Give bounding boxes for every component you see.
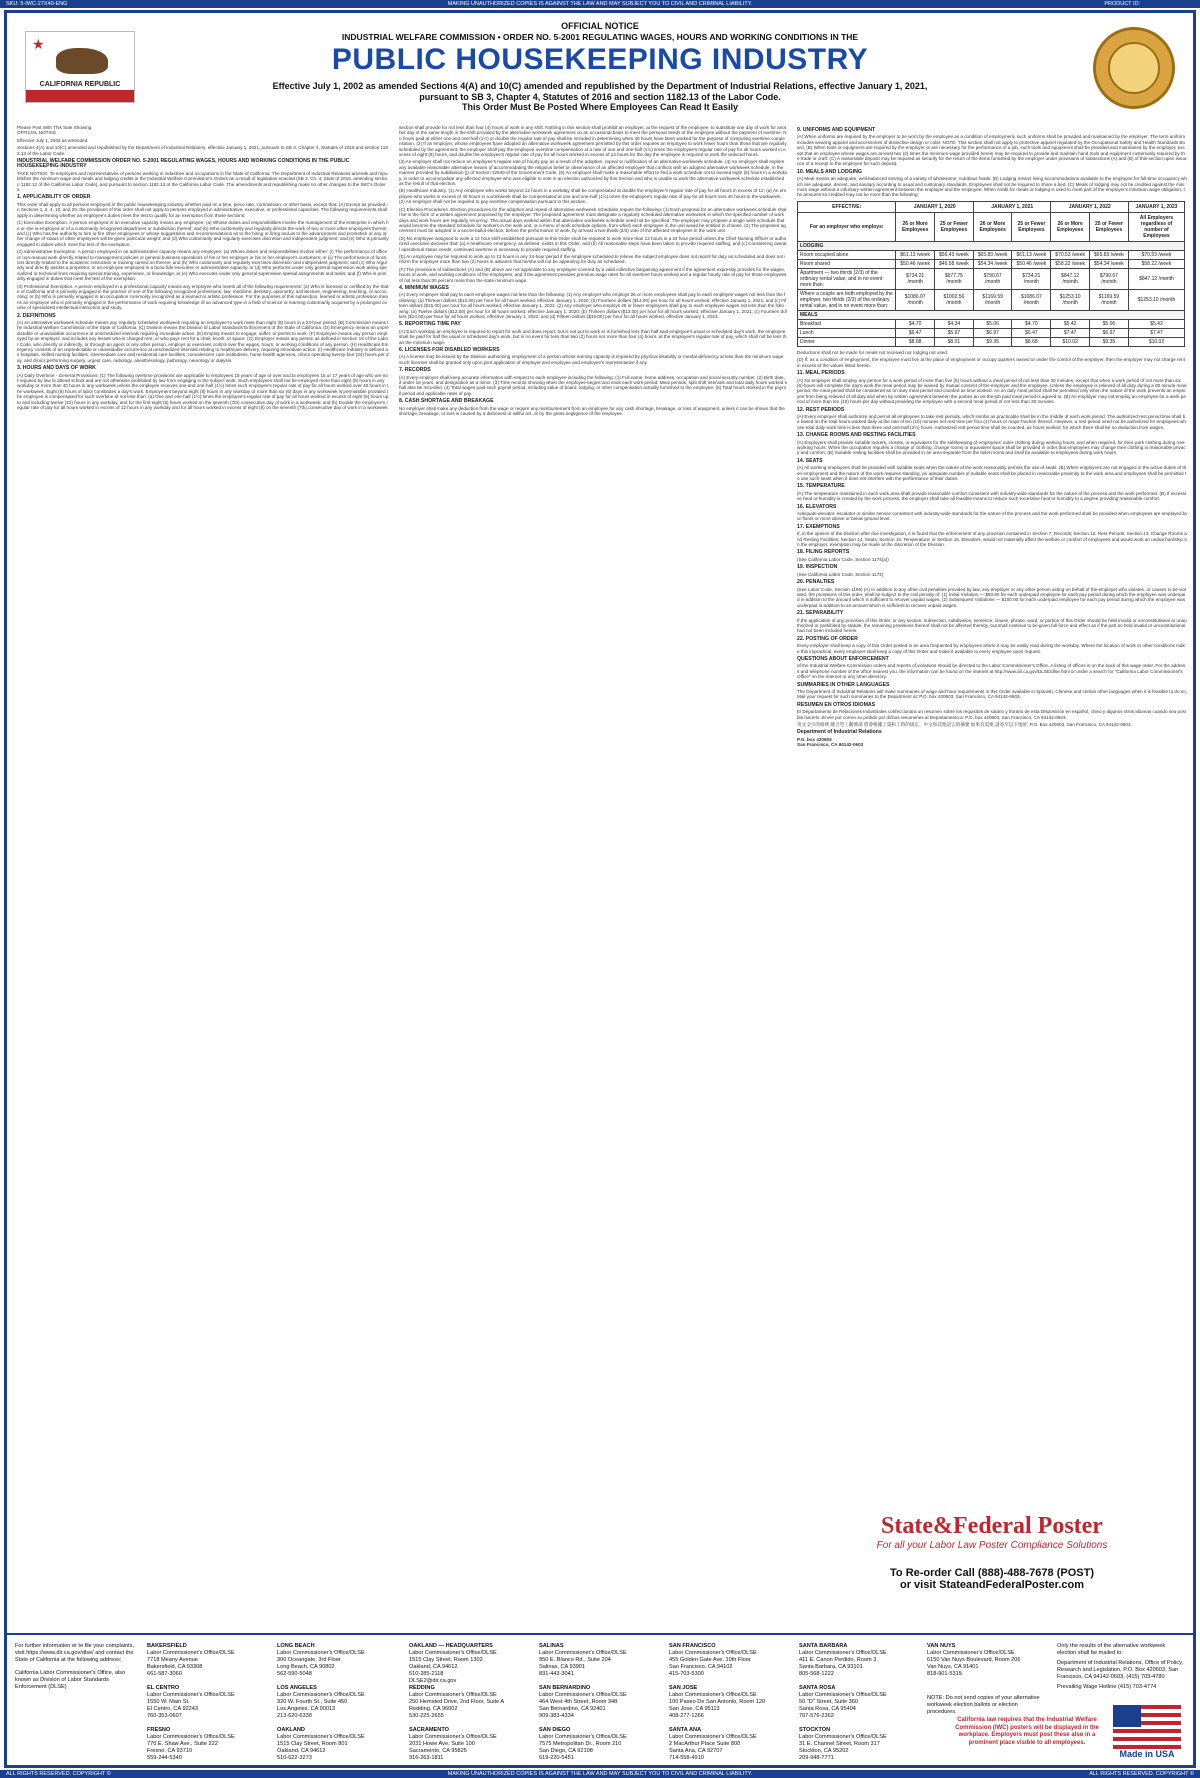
table-cell: $58.22 /week <box>1051 259 1089 268</box>
office-line: 770 E. Shaw Ave., Suite 222 <box>147 1741 218 1747</box>
office-line: 300 Oceangate, 3rd Floor <box>277 1657 341 1663</box>
office-line: Labor Commissioner's Office/DLSE <box>669 1692 757 1698</box>
office-line: 6150 Van Nuys Boulevard, Room 206 <box>927 1657 1021 1663</box>
office-line: Labor Commissioner's Office/DLSE <box>799 1734 887 1740</box>
table-cell: $61.13 /week <box>896 250 934 259</box>
brand-logo: State&Federal Poster <box>881 1513 1103 1539</box>
poster-header <box>7 13 1193 125</box>
posting-requirement-note: California law requires that the Industrial Welfare Commission (IWC) posters will be displayed in the workplace. Employers must post these also in a prominent place visible to all employees. <box>955 1717 1099 1746</box>
office-line: Labor Commissioner's Office/DLSE <box>927 1650 1015 1656</box>
office-entry <box>277 1681 402 1720</box>
office-line: Bakersfield, CA 93308 <box>147 1664 203 1670</box>
page-title: PUBLIC HOUSEKEEPING INDUSTRY <box>331 43 869 76</box>
table-section-label: MEALS <box>798 310 1185 319</box>
office-line: 510-622-3273 <box>277 1755 312 1761</box>
office-city: REDDING <box>409 1685 435 1691</box>
office-entry <box>669 1681 794 1720</box>
column-1: Please Post With This Side Showing OFFICIAL NOTICE Effective July 1, 2002 as amended Sections 4(A) and 10(C) amended and republished by the Department of Industrial Relations, effective January 1, 2021, pursuant to SB 3, Chapter 4, Statutes of 2016 and section 1182.13 of the Labor Code. INDUSTRIAL WELFARE COMMISSION ORDER NO. 5-2001 REGULATING WAGES, HOURS AND WORKING CONDITIONS IN THE PUBLIC HOUSEKEEPING INDUSTRY TAKE NOTICE: To employers and representatives of persons working in industries and occupations in the State of California: The Department of Industrial Relations amends and republishes the minimum wage and meals and lodging credits in the Industrial Welfare Commission's Orders as a result of legislation enacted (SB 3, Ch. 4, Stats of 2016, amending section 1182.12 of the California Labor Code), and pursuant to section 1182.13 of the California Labor Code. The amendments and republishing make no other changes to the IWC's Orders. 1. APPLICABILITY OF ORDER This order shall apply to all persons employed in the public housekeeping industry whether paid on a time, piece rate, commission, or other basis, except that: (A) Except as provided in Sections 1, 2, 4, 10, and 20, the provisions of this order shall not apply to persons employed in administrative, executive, or professional capacities. The following requirements shall apply in determining whether an employee's duties meet the test to qualify for an exemption from those sections: (1) Executive Exemption. A person employed in an executive capacity means any employee: (a) Whose duties and responsibilities involve the management of the enterprise in which he or she is employed or of a customarily recognized department or subdivision thereof; and (b) Who customarily and regularly directs the work of two or more other employees therein; and (c) Who has the authority to hire or fire other employees or whose suggestions and recommendations as to the hiring or firing and as to the advancement and promotion or any other change of status of other employees will be given particular weight; and (d) Who customarily and regularly exercises discretion and independent judgment; and (e) Who is primarily engaged in duties which meet the test of the exemption. (2) Administrative Exemption. A person employed in an administrative capacity means any employee: (a) Whose duties and responsibilities involve either: (i) The performance of office or non-manual work directly related to management policies or general business operations of his or her employer or his or her employer's customers; or (ii) The performance of functions directly related to the academic instruction or training carried on therein; and (b) Who customarily and regularly exercises discretion and independent judgment; and (c) Who regularly and directly assists a proprietor, or an employee employed in a bona fide executive or administrative capacity; or (d) Who performs under only general supervision work along specialized or technical lines requiring special training, experience, or knowledge; or (e) Who executes under only general supervision special assignments and tasks; and (f) Who is primarily engaged in duties that meet the test of the exemption. (3) Professional Exemption. A person employed in a professional capacity means any employee who meets all of the following requirements: (a) Who is licensed or certified by the State of California and is primarily engaged in the practice of one of the following recognized professions: law, medicine, dentistry, optometry, architecture, engineering, teaching, or accounting; or (b) Who is primarily engaged in an occupation commonly recognized as a learned or artistic profession. For the purposes of this subsection, learned or artistic profession means an employee who is primarily engaged in the performance of work requiring knowledge of an advanced type in a field of science or learning customarily acquired by a prolonged course of specialized intellectual instruction and study. 2. DEFINITIONS (A) An alternative workweek schedule means any regularly scheduled workweek requiring an employee to work more than eight (8) hours in a 24-hour period. (B) Commission means the Industrial Welfare Commission of the State of California. (C) Division means the Division of Labor Standards Enforcement of the State of California. (D) Emergency means an unpredictable or unavoidable occurrence at unscheduled intervals requiring immediate action. (E) Employ means to engage, suffer, or permit to work. (F) Employee means any person employed by an employer, and includes any lessee who is charged rent, or who pays rent for a chair, booth, or space. (G) Employer means any person as defined in Section 18 of the Labor Code, who directly or indirectly, or through an agent or any other person, employs or exercises control over the wages, hours, or working conditions of any person. (H) Healthcare Emergency consists of an unpredictable or unavoidable occurrence at unscheduled intervals relating to healthcare delivery, requiring immediate action. (I) Healthcare Industry is defined as hospitals, skilled nursing facilities, intermediate care and residential care facilities, convalescent care institutions, home health agencies, clinics operating twenty-four (24) hours per day, and clinics performing surgery, urgent care, radiology, anesthesiology, pathology, neurology or dialysis. 3. HOURS AND DAYS OF WORK (A) Daily Overtime - General Provisions. (1) The following overtime provisions are applicable to employees 18 years of age or over and to employees 16 or 17 years of age who are not required by law to attend school and are not otherwise prohibited by law from engaging in the subject work. Such employees shall not be employed more than eight (8) hours in any workday or more than 40 hours in any workweek unless the employee receives one and one-half (1½) times such employee's regular rate of pay for all hours worked over 40 hours in the workweek. Eight (8) hours of labor constitutes a day's work. Employment beyond eight (8) hours in any workday or more than six (6) days in any workweek is permissible provided the employee is compensated for such overtime at not less than: (a) One and one-half (1½) times the employee's regular rate of pay for all hours worked in excess of eight (8) hours up to and including twelve (12) hours in any workday, and for the first eight (8) hours worked on the seventh (7th) consecutive day of work in a workweek; and (b) Double the employee's regular rate of pay for all hours worked in excess of 12 hours in any workday and for all hours worked in excess of eight (8) on the seventh (7th) consecutive day of work in a workweek. <box>17 125 389 411</box>
table-cell: $10.02 <box>1128 337 1184 346</box>
table-cell: $65.83 /week <box>973 250 1011 259</box>
section-14-heading: 14. SEATS <box>797 457 823 464</box>
office-line: Labor Commissioner's Office/DLSE <box>409 1650 497 1656</box>
table-cell: $4.70 <box>1012 319 1051 328</box>
table-row <box>798 289 1185 310</box>
office-line: 411 E. Canon Perdido, Room 3 <box>799 1657 877 1663</box>
office-line: Santa Ana, CA 92707 <box>669 1748 723 1754</box>
office-line: 760-353-0607 <box>147 1713 182 1719</box>
office-line: Labor Commissioner's Office/DLSE <box>539 1650 627 1656</box>
state-seal-icon <box>1093 27 1175 109</box>
table-cell: $5.06 <box>973 319 1011 328</box>
section-1-heading: 1. APPLICABILITY OF ORDER <box>17 194 91 201</box>
table-cell: $70.53 /week <box>1051 250 1089 259</box>
section-16-heading: 16. ELEVATORS <box>797 503 837 510</box>
office-city: SALINAS <box>539 1643 564 1649</box>
section-22-heading: 22. POSTING OF ORDER <box>797 635 858 642</box>
table-cell: $50.46 /week <box>1012 259 1051 268</box>
row-label: Dinner <box>798 337 896 346</box>
table-cell: $5.97 <box>934 328 973 337</box>
table-cell: $65.83 /week <box>1089 250 1128 259</box>
table-cell: $5.06 <box>1089 319 1128 328</box>
table-subheader: All Employers regardless of number of Employees <box>1128 212 1184 241</box>
table-subheader: 26 or More Employees <box>973 212 1011 241</box>
office-line: Labor Commissioner's Office/DLSE <box>409 1692 497 1698</box>
effective-notice: Effective July 1, 2002 as amended Sections 4(A) and 10(C) amended and republished by the Department of Industrial Relations, effective January 1, 2021, pursuant to SB 3, Chapter 4, Statutes of 2016 and section 1182.13 of the Labor Code. This Order Must Be Posted Where Employees Can Read It Easily <box>272 81 928 112</box>
office-city: OAKLAND <box>277 1727 305 1733</box>
office-line: Labor Commissioner's Office/DLSE <box>669 1650 757 1656</box>
office-city: SAN JOSE <box>669 1685 698 1691</box>
row-label: Apartment — two thirds (2/3) of the ordinary rental value, and in no event more than: <box>798 268 896 289</box>
bottom-copyright-bar: ALL RIGHTS RESERVED. COPYRIGHT © MAKING UNAUTHORIZED COPIES IS AGAINST THE LAW AND MAY SUBJECT YOU TO CIVIL AND CRIMINAL LIABILITY. ALL RIGHTS RESERVED. COPYRIGHT © <box>0 1770 1200 1778</box>
section-13-heading: 13. CHANGE ROOMS AND RESTING FACILITIES <box>797 432 916 439</box>
table-cell: $734.21 /month <box>1012 268 1051 289</box>
office-city: SAN DIEGO <box>539 1727 571 1733</box>
office-entry <box>669 1723 794 1762</box>
office-line: Santa Rosa, CA 95404 <box>799 1706 856 1712</box>
usa-flag-icon <box>1113 1705 1181 1763</box>
table-cell: $790.67 /month <box>1089 268 1128 289</box>
office-city: SAN FRANCISCO <box>669 1643 716 1649</box>
section-15-heading: 15. TEMPERATURE <box>797 483 845 490</box>
table-cell: $677.75 /month <box>934 268 973 289</box>
office-line: Santa Barbara, CA 93101 <box>799 1664 863 1670</box>
office-line: 1515 Clay Street, Room 801 <box>277 1741 348 1747</box>
row-label: Lunch <box>798 328 896 337</box>
office-line: Labor Commissioner's Office/DLSE <box>799 1692 887 1698</box>
office-entry <box>539 1681 664 1720</box>
office-line: Sacramento, CA 95825 <box>409 1748 467 1754</box>
table-cell: $5.42 <box>1128 319 1184 328</box>
table-cell: $4.70 <box>896 319 934 328</box>
office-line: Labor Commissioner's Office/DLSE <box>277 1692 365 1698</box>
office-line: Fresno, CA 93710 <box>147 1748 193 1754</box>
office-line: 559-244-5340 <box>147 1755 182 1761</box>
table-cell: $1253.10 /month <box>1051 289 1089 310</box>
office-line: Labor Commissioner's Office/DLSE <box>409 1734 497 1740</box>
office-line: Labor Commissioner's Office/DLSE <box>147 1650 235 1656</box>
section-5-heading: 5. REPORTING TIME PAY <box>399 321 461 328</box>
office-entry <box>409 1723 534 1762</box>
table-cell: $1169.59 /month <box>973 289 1011 310</box>
office-line: 250 Hemsted Drive, 2nd Floor, Suite A <box>409 1699 505 1705</box>
section-3-heading: 3. HOURS AND DAYS OF WORK <box>17 365 96 372</box>
table-cell: $6.97 <box>1089 328 1128 337</box>
row-label: Room occupied alone <box>798 250 896 259</box>
office-line: San Jose, CA 95113 <box>669 1706 720 1712</box>
office-line: 31 E. Channel Street, Room 317 <box>799 1741 880 1747</box>
office-entry <box>927 1639 1052 1678</box>
office-line: Labor Commissioner's Office/DLSE <box>277 1734 365 1740</box>
section-18-heading: 18. FILING REPORTS <box>797 549 850 556</box>
order-subtitle: INDUSTRIAL WELFARE COMMISSION • ORDER NO. 5-2001 REGULATING WAGES, HOURS AND WORKING CONDITIONS IN THE <box>341 32 859 42</box>
brand-tagline: For all your Labor Law Poster Compliance Solutions <box>876 1540 1108 1551</box>
footer-info: For further information or to file your complaints, visit https://www.dir.ca.gov/dlse/ and contact the State of California at the following address: <box>15 1643 135 1663</box>
table-cell: $7.47 <box>1051 328 1089 337</box>
office-entry <box>799 1639 924 1678</box>
table-row <box>798 328 1185 337</box>
table-cell: $847.12 /month <box>1051 268 1089 289</box>
office-city: LONG BEACH <box>277 1643 315 1649</box>
section-2-heading: 2. DEFINITIONS <box>17 312 56 319</box>
office-line: El Centro, CA 92243 <box>147 1706 198 1712</box>
office-city: EL CENTRO <box>147 1685 180 1691</box>
office-line: 707-576-2362 <box>799 1713 834 1719</box>
office-line: DLSE2@dir.ca.gov <box>409 1678 457 1684</box>
row-label: Where a couple are both employed by the employer, two thirds (2/3) of the ordinary rental value, and in no event more than: <box>798 289 896 310</box>
promo-block <box>797 1513 1187 1591</box>
table-subheader: For an employer who employs: <box>798 212 896 241</box>
office-line: 562-590-5048 <box>277 1671 312 1677</box>
table-cell: $9.35 <box>1089 337 1128 346</box>
office-entry <box>799 1723 924 1762</box>
office-line: San Bernardino, CA 92401 <box>539 1706 606 1712</box>
section-6-heading: 6. LICENSES FOR DISABLED WORKERS <box>399 347 500 354</box>
office-line: 714-558-4910 <box>669 1755 704 1761</box>
table-section-label: LODGING <box>798 241 1185 250</box>
table-cell: $847.12 /month <box>1128 268 1184 289</box>
office-line: 408-277-1266 <box>669 1713 704 1719</box>
section-20-heading: 20. PENALTIES <box>797 579 835 586</box>
office-line: 818-901-5315 <box>927 1671 962 1677</box>
office-line: 2 MacArthur Place Suite 800 <box>669 1741 741 1747</box>
table-cell: $8.68 <box>1012 337 1051 346</box>
table-cell: $8.01 <box>934 337 973 346</box>
table-row <box>798 250 1185 259</box>
footer-info-dlse: California Labor Commissioner's Office, also known as Division of Labor Standards Enforcement (DLSE) <box>15 1670 126 1690</box>
table-cell: $1086.07 /month <box>896 289 934 310</box>
copyright-warning: MAKING UNAUTHORIZED COPIES IS AGAINST THE LAW AND MAY SUBJECT YOU TO CIVIL AND CRIMINAL LIABILITY. <box>447 1 753 7</box>
table-cell: $5.42 <box>1051 319 1089 328</box>
office-city: SAN BERNARDINO <box>539 1685 591 1691</box>
table-subheader: 25 or Fewer Employees <box>934 212 973 241</box>
table-cell: $46.58 /week <box>934 259 973 268</box>
office-entry <box>147 1681 272 1720</box>
table-subheader: 26 or More Employees <box>1051 212 1089 241</box>
office-line: 7575 Metropolitan Dr., Room 210 <box>539 1741 622 1747</box>
office-line: 510-285-2118 <box>409 1671 444 1677</box>
section-8-heading: 8. CASH SHORTAGE AND BREAKAGE <box>399 398 494 405</box>
office-line: 50 "D" Street, Suite 360 <box>799 1699 859 1705</box>
table-row <box>798 319 1185 328</box>
section-10-heading: 10. MEALS AND LODGING <box>797 168 862 175</box>
office-line: 209-948-7771 <box>799 1755 834 1761</box>
sku-label: SKU: 5-IWC-27X40-ENG <box>6 1 68 7</box>
table-cell: $56.43 /week <box>934 250 973 259</box>
top-copyright-bar <box>0 0 1200 8</box>
section-11-heading: 11. MEAL PERIODS <box>797 370 845 377</box>
office-line: 1515 Clay Street, Room 1302 <box>409 1657 483 1663</box>
flag-label: CALIFORNIA REPUBLIC <box>39 81 121 88</box>
office-line: 455 Golden Gate Ave. 10th Floor <box>669 1657 751 1663</box>
table-cell: $70.53 /week <box>1128 250 1184 259</box>
column-2: section shall provide for not less than four (4) hours of work in any shift. Nothing in this section shall prohibit an employer, at the request of the employee, to substitute one day of work for another day of the same length in the shift provided by the alternative workweek agreement on an occasional basis to meet the personal needs of the employee without the payment of overtime. No hours paid at either one and one-half (1½) or double the regular rate of pay shall be included in determining when 40 hours have been worked for the purpose of computing overtime compensation. (2) If an employer, whose employees have adopted an alternative workweek agreement permitted by this order requires an employee to work fewer hours than those that are regularly scheduled by the agreement, the employer shall pay the employee overtime compensation at a rate of one and one-half (1½) times the employee's regular rate of pay for all hours worked in excess of eight (8) hours, and double the employee's regular rate of pay for all hours worked in excess of 12 hours for the day the employee is required to work the reduced hours. (3) An employer shall not reduce an employee's regular rate of hourly pay as a result of the adoption, repeal or nullification of an alternative workweek schedule. (4) An employer shall explore any available reasonable alternative means of accommodating the religious belief or observance of an affected employee that conflicts with an adopted alternative workweek schedule, in the manner provided by subdivision (j) of Section 12940 of the Government Code. (5) An employer shall make a reasonable effort to find a work schedule not to exceed eight (8) hours in a workday, in order to accommodate any affected employee who was eligible to vote in an election authorized by this Section and who is unable to work the alternative workweek schedule established as the result of that election. (B) Healthcare Industry. (1) Any employee who works beyond 12 hours in a workday shall be compensated at double the employee's regular rate of pay for all hours in excess of 12; (a) An employee who works in excess of 40 hours in a workweek shall be compensated at one and one-half (1½) times the employee's regular rate of pay for all hours over 40 hours in the workweek. (2) An employer shall not be required to pay overtime compensation pursuant to this section. (C) Election Procedures. Election procedures for the adoption and repeal of alternative workweek schedules require the following: (1) Each proposal for an alternative workweek schedule shall be in the form of a written agreement proposed by the employer. The proposed agreement must designate a regularly scheduled alternative workweek in which the specified number of work days and work hours are regularly recurring. The actual days worked within that alternative workweek schedule need not be specified. The employer may propose a single work schedule that would become the standard schedule for workers in the work unit, or a menu of work schedule options, from which each employee in the unit would be entitled to choose. (2) The proposed agreement must be adopted in a secret ballot election, before the performance of work, by at least a two-thirds (2/3) vote of the affected employees in the work unit. (D) No employee assigned to work a 12 hour shift established pursuant to this Order shall be required to work more than 12 hours in a 24 hour period unless the Chief Nursing Officer or authorized executive declares that: (a) A healthcare emergency, as defined, exists in this Order, and (b) All reasonable steps have been taken to provide required staffing, and (c) Considering overall operational status needs, continued overtime is necessary to provide required staffing. (E) An employee may be required to work up to 13 hours in any 24-hour period if the employee scheduled to relieve the subject employee does not report for duty as scheduled and does not inform the employer more than two (2) hours in advance that he/she will not be appearing for duty as scheduled. (F) The provisions of subsections (A) and (B) above are not applicable to any employee covered by a valid collective bargaining agreement if the agreement expressly provides for the wages, hours of work, and working conditions of the employees, and if the agreement provides premium wage rates for all overtime hours worked and a regular hourly rate of pay for those employees of not less than 30 percent more than the state minimum wage. 4. MINIMUM WAGES (A) Every employer shall pay to each employee wages not less than the following: (1) Any employer who employs 26 or more employees shall pay to each employee wages not less than the following: (a) Thirteen dollars ($13.00) per hour for all hours worked, effective January 1, 2020; (b) Fourteen dollars ($14.00) per hour for all hours worked, effective January 1, 2021; and (c) Fifteen dollars ($15.00) per hour for all hours worked, effective January 1, 2022. (2) Any employer who employs 25 or fewer employees shall pay to each employee wages not less than the following: (a) Twelve dollars ($12.00) per hour for all hours worked, effective January 1, 2020; (b) Thirteen dollars ($13.00) per hour for all hours worked, effective January 1, 2021; (c) Fourteen dollars ($14.00) per hour for all hours worked, effective January 1, 2022; and (d) Fifteen dollars ($15.00) per hour for all hours worked, effective January 1, 2023. 5. REPORTING TIME PAY (A) Each workday an employee is required to report for work and does report, but is not put to work or is furnished less than half said employee's usual or scheduled day's work, the employee shall be paid for half the usual or scheduled day's work, but in no event for less than two (2) hours nor more than four (4) hours, at the employee's regular rate of pay, which shall not be less than the minimum wage. 6. LICENSES FOR DISABLED WORKERS (A) A license may be issued by the Division authorizing employment of a person whose earning capacity is impaired by physical disability or mental deficiency at less than the minimum wage. Such licenses shall be granted only upon joint application of employer and employee and employee's representative if any. 7. RECORDS (A) Every employer shall keep accurate information with respect to each employee including the following: (1) Full name, home address, occupation and social security number. (2) Birth date, if under 18 years, and designation as a minor. (3) Time records showing when the employee begins and ends each work period. Meal periods, split shift intervals and total daily hours worked shall also be recorded. (4) Total wages paid each payroll period, including value of board, lodging, or other compensation actually furnished to the employee. (5) Total hours worked in the payroll period and applicable rates of pay. 8. CASH SHORTAGE AND BREAKAGE No employer shall make any deduction from the wage or require any reimbursement from an employee for any cash shortage, breakage, or loss of equipment, unless it can be shown that the shortage, breakage, or loss is caused by a dishonest or willful act, or by the gross negligence of the employee. <box>399 125 787 417</box>
office-line: 7718 Meany Avenue <box>147 1657 198 1663</box>
office-entry <box>669 1639 794 1678</box>
office-line: Labor Commissioner's Office/DLSE <box>669 1734 757 1740</box>
table-subheader: 26 or More Employees <box>896 212 934 241</box>
office-line: 950 E. Blanco Rd., Suite 204 <box>539 1657 611 1663</box>
office-entry <box>539 1639 664 1678</box>
office-line: 909-383-4334 <box>539 1713 574 1719</box>
office-entry <box>409 1639 534 1685</box>
office-line: 320 W. Fourth St., Suite 450 <box>277 1699 348 1705</box>
office-entry <box>277 1723 402 1762</box>
office-city: BAKERSFIELD <box>147 1643 187 1649</box>
section-19-heading: 19. INSPECTION <box>797 564 838 571</box>
office-entry <box>147 1723 272 1762</box>
row-label: Room shared <box>798 259 896 268</box>
table-cell: $734.21 /month <box>896 268 934 289</box>
table-cell: $6.47 <box>1012 328 1051 337</box>
table-subheader: 25 or Fewer Employees <box>1012 212 1051 241</box>
office-line: 1550 W. Main St. <box>147 1699 190 1705</box>
table-cell: $1002.56 /month <box>934 289 973 310</box>
office-line: Stockton, CA 95202 <box>799 1748 849 1754</box>
office-line: Oakland, CA 94612 <box>277 1748 326 1754</box>
office-city: VAN NUYS <box>927 1643 956 1649</box>
table-cell: $9.35 <box>973 337 1011 346</box>
official-notice: OFFICIAL NOTICE <box>561 21 639 31</box>
office-line: Labor Commissioner's Office/DLSE <box>277 1650 365 1656</box>
office-line: Labor Commissioner's Office/DLSE <box>539 1734 627 1740</box>
section-9-heading: 9. UNIFORMS AND EQUIPMENT <box>797 127 876 133</box>
table-cell: $10.02 <box>1051 337 1089 346</box>
office-city: SANTA BARBARA <box>799 1643 848 1649</box>
table-cell: $6.47 <box>896 328 934 337</box>
table-cell: $50.46 /week <box>896 259 934 268</box>
office-city: SANTA ANA <box>669 1727 702 1733</box>
office-line: 213-620-6330 <box>277 1713 312 1719</box>
made-in-usa-label: Made in USA <box>1119 1749 1175 1759</box>
office-line: Redding, CA 96002 <box>409 1706 458 1712</box>
section-21-heading: 21. SEPARABILITY <box>797 610 844 617</box>
office-line: Labor Commissioner's Office/DLSE <box>147 1692 235 1698</box>
table-cell: $7.47 <box>1128 328 1184 337</box>
office-city: LOS ANGELES <box>277 1685 317 1691</box>
office-line: Los Angeles, CA 90013 <box>277 1706 336 1712</box>
table-cell: $4.34 <box>934 319 973 328</box>
section-17-heading: 17. EXEMPTIONS <box>797 523 840 530</box>
office-city: OAKLAND — HEADQUARTERS <box>409 1643 493 1649</box>
column-3: 9. UNIFORMS AND EQUIPMENT (A) When uniforms are required by the employer to be worn by the employee as a condition of employment, such uniforms shall be provided and maintained by the employer. The term uniform includes wearing apparel and accessories of distinctive design or color. NOTE: This section shall not apply to protective apparel regulated by the Occupational Safety and Health Standards Board. (B) When tools or equipment are required by the employer or are necessary for the performance of a job, such tools and equipment shall be provided and maintained by the employer, except that an employee whose wages are at least two (2) times the minimum wage provided herein may be required to provide and maintain hand tools and equipment customarily required by the trade or craft. (C) A reasonable deposit may be required as security for the return of the items furnished by the employer under provisions of subsections (A) and (B) of this section upon issuance of a receipt to the employee for such deposit. 10. MEALS AND LODGING (A) Meal means an adequate, well-balanced serving of a variety of wholesome, nutritious foods. (B) Lodging means living accommodations available to the employee for full-time occupancy which are adequate, decent, and sanitary according to usual and customary standards. Employees shall not be required to share a bed. (C) Meals or lodging may not be credited against the minimum wage without a voluntary written agreement between the employer and the employee. When credit for meals or lodging is used to meet part of the employer's minimum wage obligation, the amounts so credited may not be more than the following: EFFECTIVE: JANUARY 1, 2020 JANUARY 1, 2021 JANUARY 1, 2022 JANUARY 1, 2023 For an employer who employs: 26 or More Employees 25 or Fewer Employees 26 or More Employees 25 or Fewer Employees 26 or More Employees 25 or Fewer Employees All Employers regardless of number of Employees LODGING Room occupied alone $61.13 /week $56.43 /week $65.83 /week $61.13 /week $70.53 /week $65.83 /week $70.53 /week Room shared $50.46 /week $46.58 /week $54.34 /week $50.46 /week $58.22 /week $54.34 /week $58.22 /week Apartment — two thirds (2/3) of the ordinary rental value, and in no event more than: $734.21 /month $677.75 /month $790.67 /month $734.21 /month $847.12 /month $790.67 /month $847.12 /month Where a couple are both employed by the employer, two thirds (2/3) of the ordinary rental value, and in no event more than: $1086.07 /month $1002.56 /month $1169.59 /month $1086.07 /month $1253.10 /month $1169.59 /month $1253.10 /month MEALS Breakfast $4.70 $4.34 $5.06 $4.70 $5.42 $5.06 $5.42 Lunch $6.47 $5.97 $6.97 $6.47 $7.47 $6.97 $7.47 Dinner $8.68 $8.01 $9.35 $8.68 $10.02 $9.35 $10.02 Deductions shall not be made for meals not received nor lodging not used. (D) If, as a condition of employment, the employee must live at the place of employment or occupy quarters owned or under the control of the employer, then the employer may not charge rent in excess of the values listed herein. 11. MEAL PERIODS (A) No employer shall employ any person for a work period of more than five (5) hours without a meal period of not less than 30 minutes, except that when a work period of not more than six (6) hours will complete the day's work the meal period may be waived by mutual consent of the employer and the employee. Unless the employee is relieved of all duty during a 30 minute meal period, the meal period shall be considered an on duty meal period and counted as time worked. An on duty meal period shall be permitted only when the nature of the work prevents an employee from being relieved of all duty and when by written agreement between the parties an on-the-job paid meal period is agreed to. (B) An employer may not employ an employee for a work period of more than ten (10) hours per day without providing the employee with a second meal period of not less than 30 minutes. 12. REST PERIODS (A) Every employer shall authorize and permit all employees to take rest periods, which insofar as practicable shall be in the middle of each work period. The authorized rest period time shall be based on the total hours worked daily at the rate of ten (10) minutes net rest time per four (4) hours or major fraction thereof. However, a rest period need not be authorized for employees whose total daily work time is less than three and one-half (3½) hours. Authorized rest period time shall be counted, as hours worked, for which there shall be no deduction from wages. 13. CHANGE ROOMS AND RESTING FACILITIES (A) Employers shall provide suitable lockers, closets, or equivalent for the safekeeping of employees' outer clothing during working hours, and when required, for their work clothing during non-working hours. When the occupation requires a change of clothing, change rooms or equivalent space shall be provided in order that employees may change their clothing in reasonable privacy and comfort. (B) Suitable resting facilities shall be provided in an area separate from the toilet rooms and shall be available to employees during work hours. 14. SEATS (A) All working employees shall be provided with suitable seats when the nature of the work reasonably permits the use of seats. (B) When employees are not engaged in the active duties of their employment and the nature of the work requires standing, an adequate number of suitable seats shall be placed in reasonable proximity to the work area and employees shall be permitted to use such seats when it does not interfere with the performance of their duties. 15. TEMPERATURE (A) The temperature maintained in each work area shall provide reasonable comfort consistent with industry-wide standards for the nature of the process and the work performed. (B) If excessive heat or humidity is created by the work process, the employer shall take all feasible means to reduce such excessive heat or humidity to a degree providing reasonable comfort. 16. ELEVATORS Adequate elevator, escalator or similar service consistent with industry-wide standards for the nature of the process and the work performed shall be provided when employees are employed four floors or more above or below ground level. 17. EXEMPTIONS If, in the opinion of the Division after due investigation, it is found that the enforcement of any provision contained in Section 7, Records; Section 12, Rest Periods; Section 13, Change Rooms and Resting Facilities; Section 14, Seats; Section 15, Temperature; or Section 16, Elevators, would not materially affect the welfare or comfort of employees and would work an undue hardship on the employer, exemption may be made at the discretion of the Division. 18. FILING REPORTS (See California Labor Code, Section 1174(a)) 19. INSPECTION (See California Labor Code, Section 1174) 20. PENALTIES (See Labor Code, Section 1199) (A) In addition to any other civil penalties provided by law, any employer or any other person acting on behalf of the employer who violates, or causes to be violated, the provisions of this order, shall be subject to the civil penalty of: (1) Initial Violation — $50.00 for each underpaid employee for each pay period during which the employee was underpaid in addition to the amount which is sufficient to recover unpaid wages. (2) Subsequent Violations — $100.00 for each underpaid employee for each pay period during which the employee was underpaid in addition to an amount which is sufficient to recover unpaid wages. 21. SEPARABILITY If the application of any provision of this Order, or any section, subsection, subdivision, sentence, clause, phrase, word, or portion of this Order should be held invalid or unconstitutional or unauthorized or prohibited by statute, the remaining provisions thereof shall not be affected thereby, but shall continue to be given full force and effect as if the part so held invalid or unconstitutional had not been included herein. 22. POSTING OF ORDER Every employer shall keep a copy of this Order posted in an area frequented by employees where it may be easily read during the workday. Where the location of work or other conditions make this impractical, every employer shall keep a copy of this Order and make it available to every employee upon request. QUESTIONS ABOUT ENFORCEMENT of the Industrial Welfare Commission orders and reports of violations should be directed to the Labor Commissioner's Office. A listing of offices is on the back of this wage order. For the address and telephone number of the office nearest you, the information can be found on the internet at http://www.dir.ca.gov/DLSE/dlse.html or under a search for "California Labor Commissioner's Office" on the internet or any other directory. SUMMARIES IN OTHER LANGUAGES The Department of Industrial Relations will make summaries of wage and hour requirements in this Order available in Spanish, Chinese and certain other languages when it is feasible to do so. Mail your request for such summaries to the Department at: P.O. box 420603, San Francisco, CA 94142-0603. RESUMEN EN OTROS IDIOMAS El Departamento de Relaciones Industriales confeccionara un resumen sobre los requisitos de salario y horario de esta Disposición en español, chino y algunos otros idiomas cuando sea posible hacerlo. Envíe por correo su pedido por dichos resumenes al Departamento a: P.O. box 420603, San Francisco, CA 94142-0603. 英文文字的條例 總合勞工關係部 將會根據工資和工時的規定、中文和其他語言的摘要 如果有需要,請寄至以下地址: P.O. Box 420603, San Francisco, CA 94142-0603. Department of Industrial Relations P.O. box 420603 San Francisco, CA 94142-0603 <box>797 127 1187 748</box>
table-cell: $6.97 <box>973 328 1011 337</box>
table-cell: $54.34 /week <box>1089 259 1128 268</box>
office-line: 100 Paseo De San Antonio, Room 120 <box>669 1699 766 1705</box>
office-line: Labor Commissioner's Office/DLSE <box>539 1692 627 1698</box>
office-line: Long Beach, CA 90802 <box>277 1664 335 1670</box>
table-cell: $8.68 <box>896 337 934 346</box>
office-line: Van Nuys, CA 91401 <box>927 1664 979 1670</box>
row-label: Breakfast <box>798 319 896 328</box>
office-line: 2031 Howe Ave, Suite 100 <box>409 1741 475 1747</box>
section-12-heading: 12. REST PERIODS <box>797 406 845 413</box>
reorder-website-link[interactable]: or visit StateandFederalPoster.com <box>899 1579 1084 1591</box>
product-id-label: PRODUCT ID: <box>1104 1 1140 7</box>
order-heading: INDUSTRIAL WELFARE COMMISSION ORDER NO. 5-2001 REGULATING WAGES, HOURS AND WORKING CONDITIONS IN THE PUBLIC HOUSEKEEPING INDUSTRY <box>17 158 350 170</box>
office-line: Labor Commissioner's Office/DLSE <box>147 1734 235 1740</box>
office-entry <box>539 1723 664 1762</box>
table-cell: $54.34 /week <box>973 259 1011 268</box>
table-cell: $790.67 /month <box>973 268 1011 289</box>
table-cell: $1253.10 /month <box>1128 289 1184 310</box>
table-subheader: 25 or Fewer Employees <box>1089 212 1128 241</box>
office-city: FRESNO <box>147 1727 171 1733</box>
section-7-heading: 7. RECORDS <box>399 367 431 374</box>
table-row <box>798 337 1185 346</box>
poster-frame <box>4 10 1196 1768</box>
table-row <box>798 268 1185 289</box>
meals-lodging-table: EFFECTIVE: JANUARY 1, 2020 JANUARY 1, 2021 JANUARY 1, 2022 JANUARY 1, 2023 For an employer who employs: 26 or More Employees 25 or Fewer Employees 26 or More Employees 25 or Fewer Employees 26 or More Employees 25 or Fewer Employees All Employers regardless of number of Employees LODGING Room occupied alone $61.13 /week $56.43 /week $65.83 /week $61.13 /week $70.53 /week $65.83 /week $70.53 /week Room shared $50.46 /week $46.58 /week $54.34 /week $50.46 /week $58.22 /week $54.34 /week $58.22 /week Apartment — two thirds (2/3) of the ordinary rental value, and in no event more than: $734.21 /month $677.75 /month $790.67 /month $734.21 /month $847.12 /month $790.67 /month $847.12 /month Where a couple are both employed by the employer, two thirds (2/3) of the ordinary rental value, and in no event more than: $1086.07 /month $1002.56 /month $1169.59 /month $1086.07 /month $1253.10 /month $1169.59 /month $1253.10 /month MEALS Breakfast $4.70 $4.34 $5.06 $4.70 $5.42 $5.06 $5.42 Lunch $6.47 $5.97 $6.97 $6.47 $7.47 $6.97 $7.47 Dinner $8.68 $8.01 $9.35 $8.68 $10.02 $9.35 $10.02 <box>797 201 1185 347</box>
office-entry <box>799 1681 924 1720</box>
office-line: 415-703-5300 <box>669 1671 704 1677</box>
office-city: SACRAMENTO <box>409 1727 449 1733</box>
office-line: 464 West 4th Street, Room 348 <box>539 1699 618 1705</box>
office-line: San Francisco, CA 94102 <box>669 1664 733 1670</box>
table-cell: $58.22 /week <box>1128 259 1184 268</box>
office-directory-footer: For further information or to file your complaints, visit https://www.dir.ca.gov/dlse/ and contact the State of California at the following address: California Labor Commissioner's Office, also known as Division of Labor Standards Enforcement (DLSE) BAKERSFIELD Labor Commissioner's Office/DLSE 7718 Meany Avenue Bakersfield, CA 93308 661-587-3060 EL CENTRO Labor Commissioner's Office/DLSE 1550 W. Main St. El Centro, CA 92243 760-353-0607 FRESNO Labor Commissioner's Office/DLSE 770 E. Shaw Ave., Suite 222 Fresno, CA 93710 559-244-5340 LONG BEACH Labor Commissioner's Office/DLSE 300 Oceangate, 3rd Floor Long Beach, CA 90802 562-590-5048 LOS ANGELES Labor Commissioner's Office/DLSE 320 W. Fourth St., Suite 450 Los Angeles, CA 90013 213-620-6330 OAKLAND Labor Commissioner's Office/DLSE 1515 Clay Street, Room 801 Oakland, CA 94612 510-622-3273 OAKLAND — HEADQUARTERS Labor Commissioner's Office/DLSE 1515 Clay Street, Room 1302 Oakland, CA 94612 510-285-2118 DLSE2@dir.ca.gov REDDING Labor Commissioner's Office/DLSE 250 Hemsted Drive, 2nd Floor, Suite A Redding, CA 96002 530-225-2655 SACRAMENTO Labor Commissioner's Office/DLSE 2031 Howe Ave, Suite 100 Sacramento, CA 95825 916-263-1811 SALINAS Labor Commissioner's Office/DLSE 950 E. Blanco Rd., Suite 204 Salinas, CA 93901 831-443-3041 SAN BERNARDINO Labor Commissioner's Office/DLSE 464 West 4th Street, Room 348 San Bernardino, CA 92401 909-383-4334 SAN DIEGO Labor Commissioner's Office/DLSE 7575 Metropolitan Dr., Room 210 San Diego, CA 92108 619-220-5451 SAN FRANCISCO Labor Commissioner's Office/DLSE 455 Golden Gate Ave. 10th Floor San Francisco, CA 94102 415-703-5300 SAN JOSE Labor Commissioner's Office/DLSE 100 Paseo De San Antonio, Room 120 San Jose, CA 95113 408-277-1266 SANTA ANA Labor Commissioner's Office/DLSE 2 MacArthur Place Suite 800 Santa Ana, CA 92707 714-558-4910 SANTA BARBARA Labor Commissioner's Office/DLSE 411 E. Canon Perdido, Room 3 Santa Barbara, CA 93101 805-568-1222 SANTA ROSA Labor Commissioner's Office/DLSE 50 "D" Street, Suite 360 Santa Rosa, CA 95404 707-576-2362 STOCKTON Labor Commissioner's Office/DLSE 31 E. Channel Street, Room 317 Stockton, CA 95202 209-948-7771 VAN NUYS Labor Commissioner's Office/DLSE 6150 Van Nuys Boulevard, Room 206 Van Nuys, CA 91401 818-901-5315 Only the results of the alternative workweek election shall be mailed to: Department of Industrial Relations, Office of Policy, Research and Legislation, P.O. Box 420603, San Francisco, CA 94142-0603, (415) 703-4780 Prevailing Wage Hotline (415) 703-4774 NOTE: Do not send copies of your alternative workweek election ballots or election procedures. California law requires that the Industrial Welfare Commission (IWC) posters will be displayed in the workplace. Employers must post these also in a prominent place visible to all employees. Made in USA <box>7 1633 1193 1768</box>
office-line: San Diego, CA 92108 <box>539 1748 593 1754</box>
office-line: 805-568-1222 <box>799 1671 834 1677</box>
office-line: 916-263-1811 <box>409 1755 444 1761</box>
office-entry <box>147 1639 272 1678</box>
office-line: 619-220-5451 <box>539 1755 574 1761</box>
section-4-heading: 4. MINIMUM WAGES <box>399 284 449 291</box>
office-line: Labor Commissioner's Office/DLSE <box>799 1650 887 1656</box>
office-line: 831-443-3041 <box>539 1671 574 1677</box>
office-line: 530-225-2655 <box>409 1713 444 1719</box>
office-city: SANTA ROSA <box>799 1685 836 1691</box>
office-line: 661-587-3060 <box>147 1671 182 1677</box>
table-row <box>798 259 1185 268</box>
california-flag-icon: ★ CALIFORNIA REPUBLIC <box>25 31 135 103</box>
office-entry <box>277 1639 402 1678</box>
table-cell: $61.13 /week <box>1012 250 1051 259</box>
table-cell: $1086.07 /month <box>1012 289 1051 310</box>
office-line: Salinas, CA 93901 <box>539 1664 586 1670</box>
office-entry <box>409 1681 534 1720</box>
table-cell: $1169.59 /month <box>1089 289 1128 310</box>
reorder-phone: To Re-order Call (888)-488-7678 (POST) <box>890 1567 1094 1579</box>
office-line: Oakland, CA 94612 <box>409 1664 458 1670</box>
office-city: STOCKTON <box>799 1727 831 1733</box>
